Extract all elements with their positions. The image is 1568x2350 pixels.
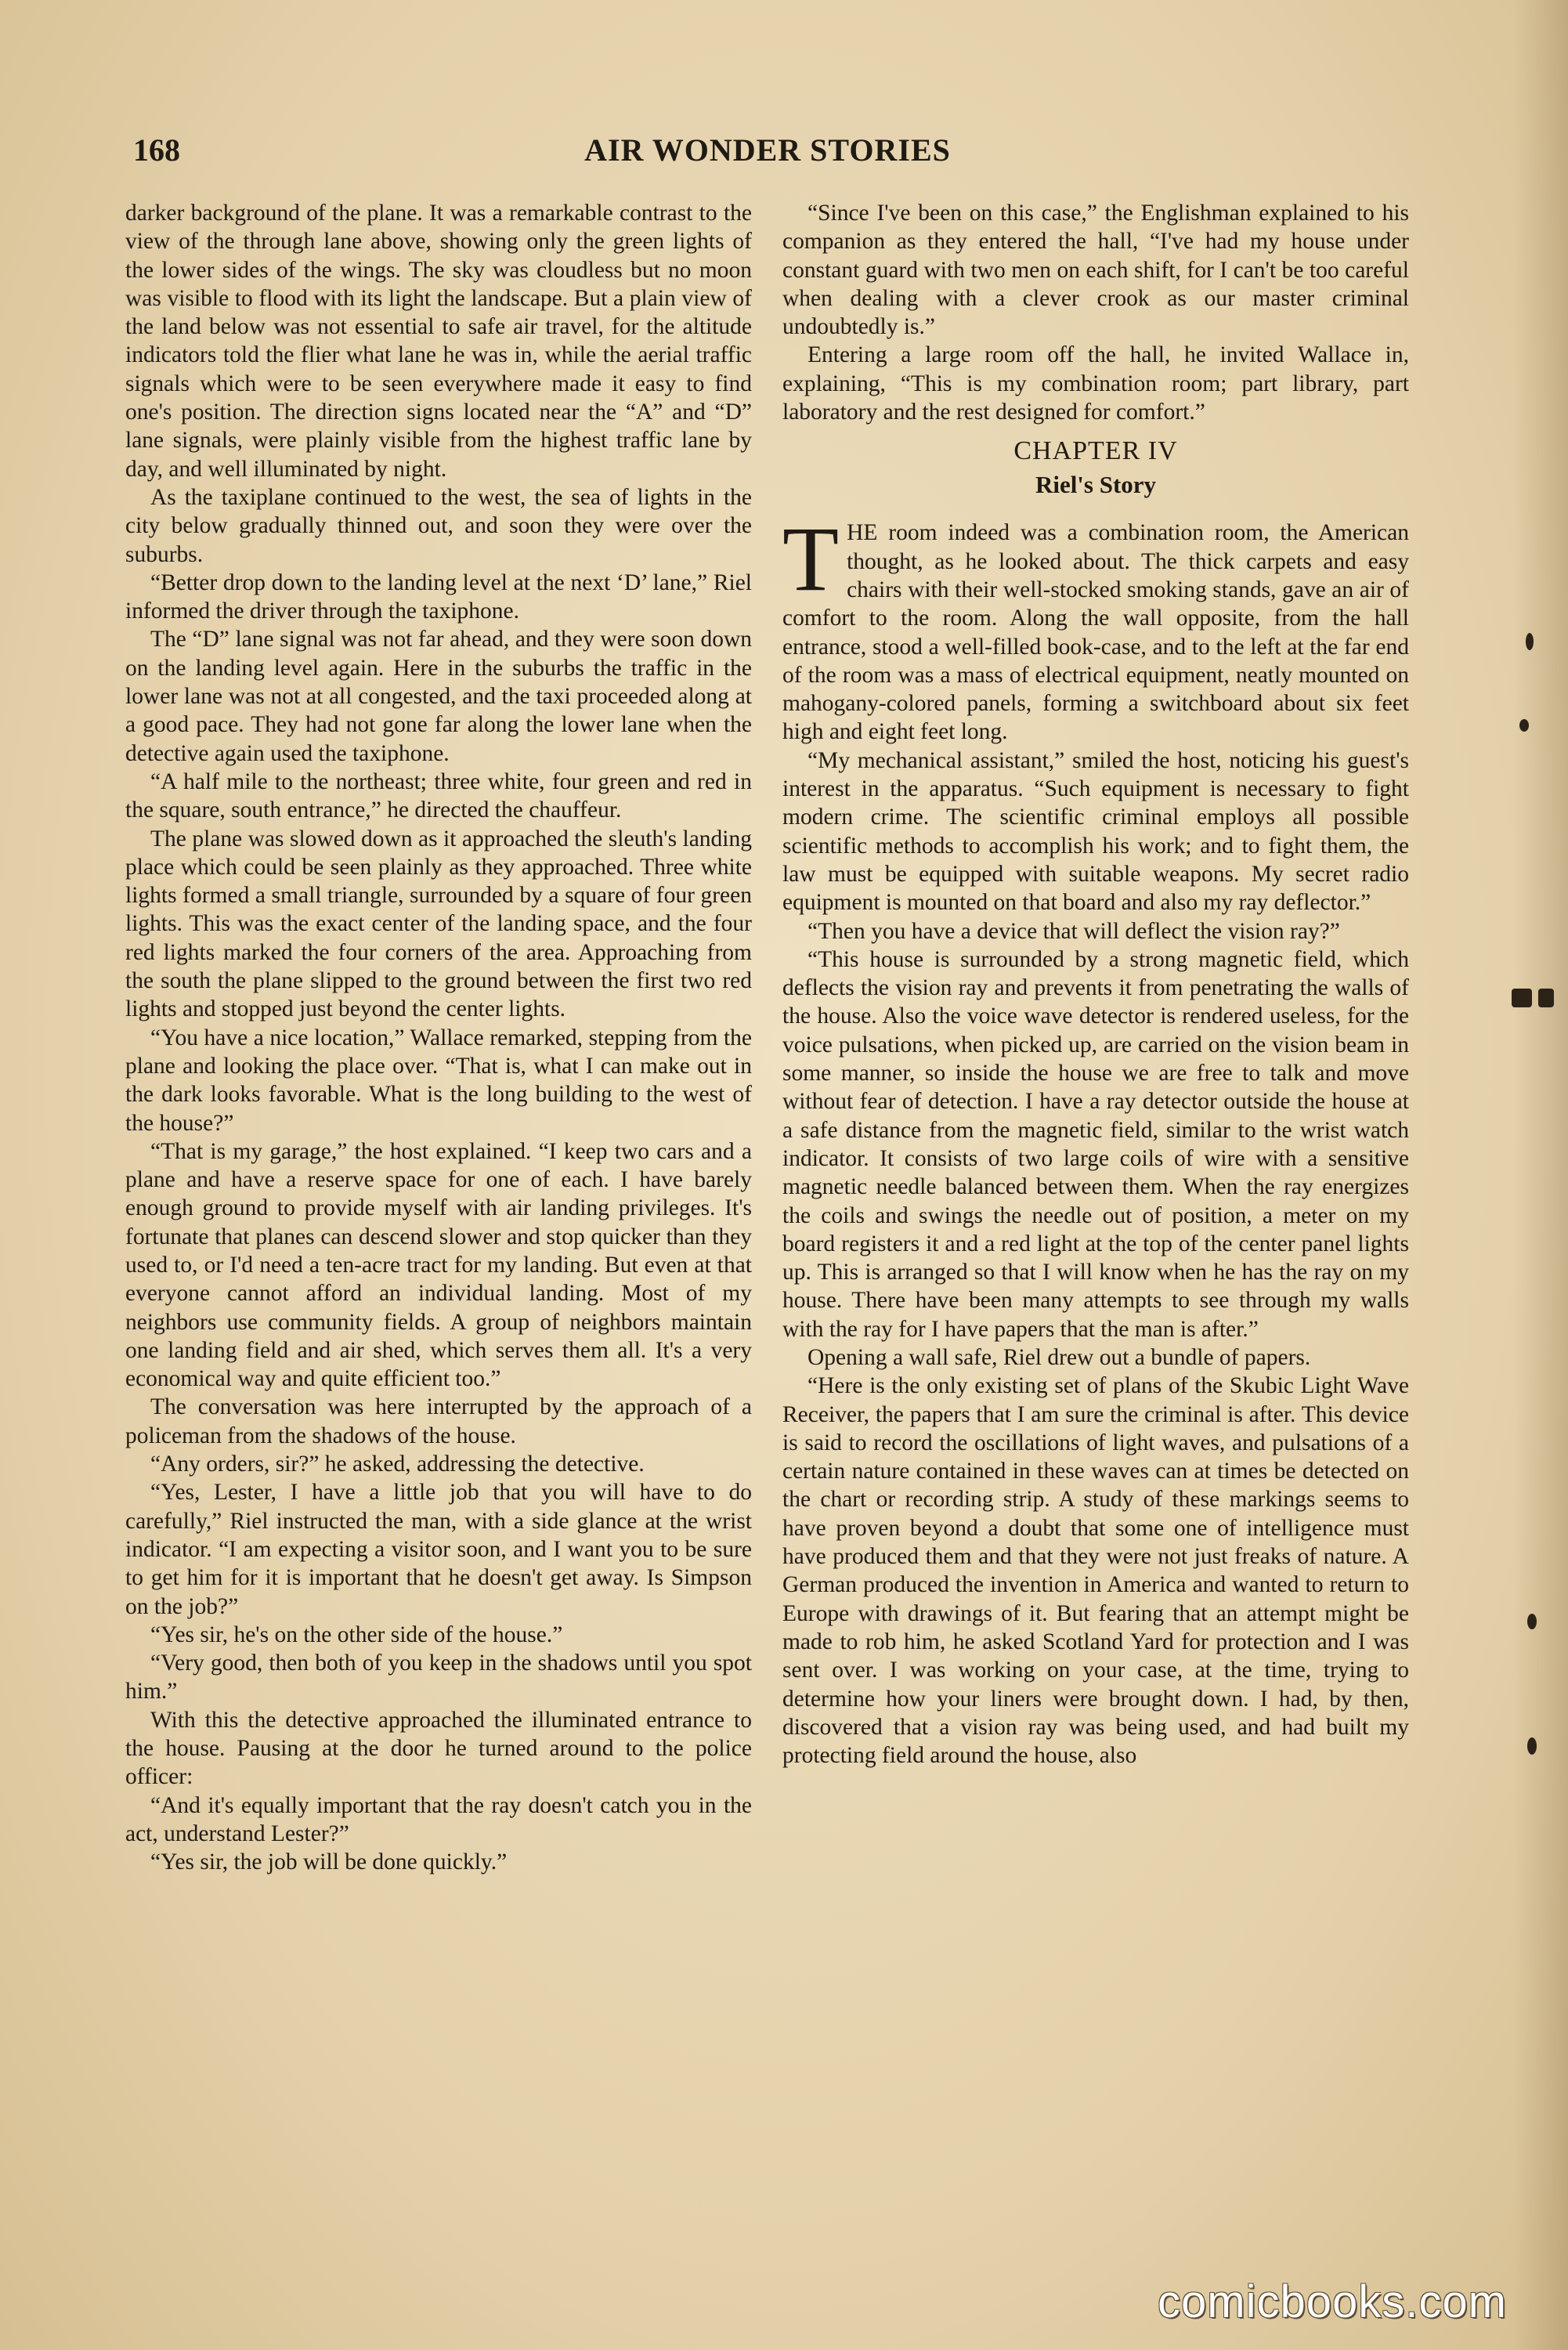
watermark: comicbooks.com bbox=[1158, 2276, 1507, 2327]
scan-speck bbox=[1526, 633, 1534, 650]
paragraph: With this the detective approached the illuminated entrance to the house. Pausing at the door he turned around to the police officer: bbox=[125, 1707, 752, 1790]
paragraph: “Very good, then both of you keep in the shadows until you spot him.” bbox=[125, 1650, 752, 1705]
drop-cap: T bbox=[782, 508, 840, 611]
paragraph: “Any orders, sir?” he asked, addressing the detective. bbox=[150, 1452, 645, 1477]
paragraph: “Better drop down to the landing level at the next ‘D’ lane,” Riel informed the driver through the taxiphone. bbox=[125, 569, 752, 624]
paragraph: “Then you have a device that will deflect the vision ray?” bbox=[807, 918, 1340, 944]
paragraph: “This house is surrounded by a strong magnetic field, which deflects the vision ray and prevents it from penetrating the walls of the house. Also the voice wave detector is rendered useless, for the voice pulsations, when picked up, are carried on the vision beam in some manner, so inside the house we are free to talk and move without fear of detection. I have a ray detector outside the house at a safe distance from the magnetic field, similar to the wrist watch indicator. It consists of two large coils of wire with a sensitive magnetic needle balanced between them. When the ray energizes the coils and swings the needle out of position, a meter on my board registers it and a red light at the top of the center panel lights up. This is arranged so that I will know when he has the ray on my house. There have been many attempts to see through my walls with the ray for I have papers that the man is after.” bbox=[782, 946, 1409, 1342]
paragraph: “A half mile to the northeast; three white, four green and red in the square, south entrance,” he directed the chauffeur. bbox=[125, 768, 752, 823]
chapter-heading: CHAPTER IV bbox=[1013, 436, 1178, 466]
scan-speck bbox=[1527, 1614, 1537, 1629]
paragraph: “That is my garage,” the host explained. “I keep two cars and a plane and have a reserve space for one of each. I have barely enough ground to provide myself with air landing privileges. It's fortunate that planes can descend slower and stop quicker than they used to, or I'd need a ten-acre tract for my landing. But even at that everyone cannot afford an individual landing. Most of my neighbors use community fields. A group of neighbors maintain one landing field and air shed, which serves them all. It's a very economical way and quite efficient too.” bbox=[125, 1138, 752, 1392]
paragraph: “Since I've been on this case,” the Englishman explained to his companion as they entered the hall, “I've had my house under constant guard with two men on each shift, for I can't be too careful when dealing with a clever crook as our master criminal undoubtedly is.” bbox=[782, 201, 1409, 340]
paragraph: “Yes, Lester, I have a little job that you will have to do carefully,” Riel instructed the man, with a side glance at the wrist indicator. “I am expecting a visitor soon, and I want you to be sure to get him for it is important that he doesn't get away. Is Simpson on the job?” bbox=[125, 1480, 752, 1619]
page-header bbox=[125, 132, 1410, 179]
paragraph: Opening a wall safe, Riel drew out a bundle of papers. bbox=[807, 1344, 1311, 1370]
running-title: AIR WONDER STORIES bbox=[584, 132, 951, 168]
paragraph: The conversation was here interrupted by the approach of a policeman from the shadows of the house. bbox=[125, 1394, 752, 1448]
paragraph: “Yes sir, the job will be done quickly.” bbox=[150, 1849, 508, 1875]
scan-speck bbox=[1512, 989, 1532, 1007]
page-edge-shading bbox=[1513, 0, 1568, 2350]
paragraph: “Here is the only existing set of plans of the Skubic Light Wave Receiver, the papers that I am sure the criminal is after. This device is said to record the oscillations of light waves, and pulsations of a certain nature contained in these waves can at times be detected on the chart or recording strip. A study of these markings seems to have proven beyond a doubt that some one of intelligence must have produced them and that they were not just freaks of nature. A German produced the invention in America and wanted to return to Europe with drawings of it. But fearing that an attempt might be made to rob him, he asked Scotland Yard for protection and I was sent over. I was working on your case, at the time, trying to determine how your liners were brought down. I had, by then, discovered that a vision ray was being used, and had built my protecting field around the house, also bbox=[782, 1373, 1409, 1769]
paragraph: “Yes sir, he's on the other side of the house.” bbox=[150, 1622, 563, 1647]
scan-speck bbox=[1538, 989, 1554, 1007]
scan-speck bbox=[1519, 719, 1529, 732]
paragraph: darker background of the plane. It was a remarkable contrast to the view of the through lane above, showing only the green lights of the lower sides of the wings. The sky was cloudless but no moon was visible to flood with its light the landscape. But a plain view of the land below was not essential to safe air travel, for the altitude indicators told the flier what lane he was in, while the aerial traffic signals which were to be seen everywhere made it easy to find one's position. The direction signs located near the “A” and “D” lane signals, were plainly visible from the highest traffic lane by day, and well illuminated by night. bbox=[125, 201, 752, 482]
first-paragraph-text: HE room indeed was a combination room, the American thought, as he looked about. The thick carpets and easy chairs with their well-stocked smoking stands, gave an air of comfort to the room. Along the wall opposite, from the hall entrance, stood a well-filled book-case, and to the left at the far end of the room was a mass of electrical equipment, neatly mounted on mahogany-colored panels, forming a switchboard about six feet high and eight feet long. bbox=[782, 520, 1409, 745]
paragraph: Entering a large room off the hall, he invited Wallace in, explaining, “This is my combination room; part library, part laboratory and the rest designed for comfort.” bbox=[782, 342, 1409, 425]
paragraph: The plane was slowed down as it approached the sleuth's landing place which could be seen plainly as they approached. Three white lights formed a small triangle, surrounded by a square of four green lights. This was the exact center of the landing space, and the four red lights marked the four corners of the area. Approaching from the south the plane slipped to the ground between the first two red lights and stopped just beyond the center lights. bbox=[125, 826, 752, 1022]
paragraph: “You have a nice location,” Wallace remarked, stepping from the plane and looking the place over. “That is, what I can make out in the dark looks favorable. What is the long building to the west of the house?” bbox=[125, 1025, 752, 1136]
right-column bbox=[782, 199, 1409, 2110]
paragraph: The “D” lane signal was not far ahead, and they were soon down on the landing level again. Here in the suburbs the traffic in the lower lane was not at all congested, and the taxi proceeded along at a good pace. They had not gone far along the lower lane when the detective again used the taxiphone. bbox=[125, 627, 752, 766]
chapter-first-paragraph bbox=[782, 508, 1409, 746]
chapter-subtitle: Riel's Story bbox=[1035, 471, 1157, 499]
left-column bbox=[125, 199, 752, 2110]
paragraph: As the taxiplane continued to the west, the sea of lights in the city below gradually thinned out, and soon they were over the suburbs. bbox=[125, 484, 752, 567]
page-number: 168 bbox=[133, 132, 180, 168]
paragraph: “My mechanical assistant,” smiled the host, noticing his guest's interest in the apparatus. “Such equipment is necessary to fight modern crime. The scientific criminal employs all possible scientific methods to accomplish his work; and to fight them, the law must be equipped with suitable weapons. My secret radio equipment is mounted on that board and also my ray deflector.” bbox=[782, 747, 1409, 916]
scan-speck bbox=[1527, 1737, 1537, 1755]
paragraph: “And it's equally important that the ray doesn't catch you in the act, understand Lester?” bbox=[125, 1792, 752, 1846]
